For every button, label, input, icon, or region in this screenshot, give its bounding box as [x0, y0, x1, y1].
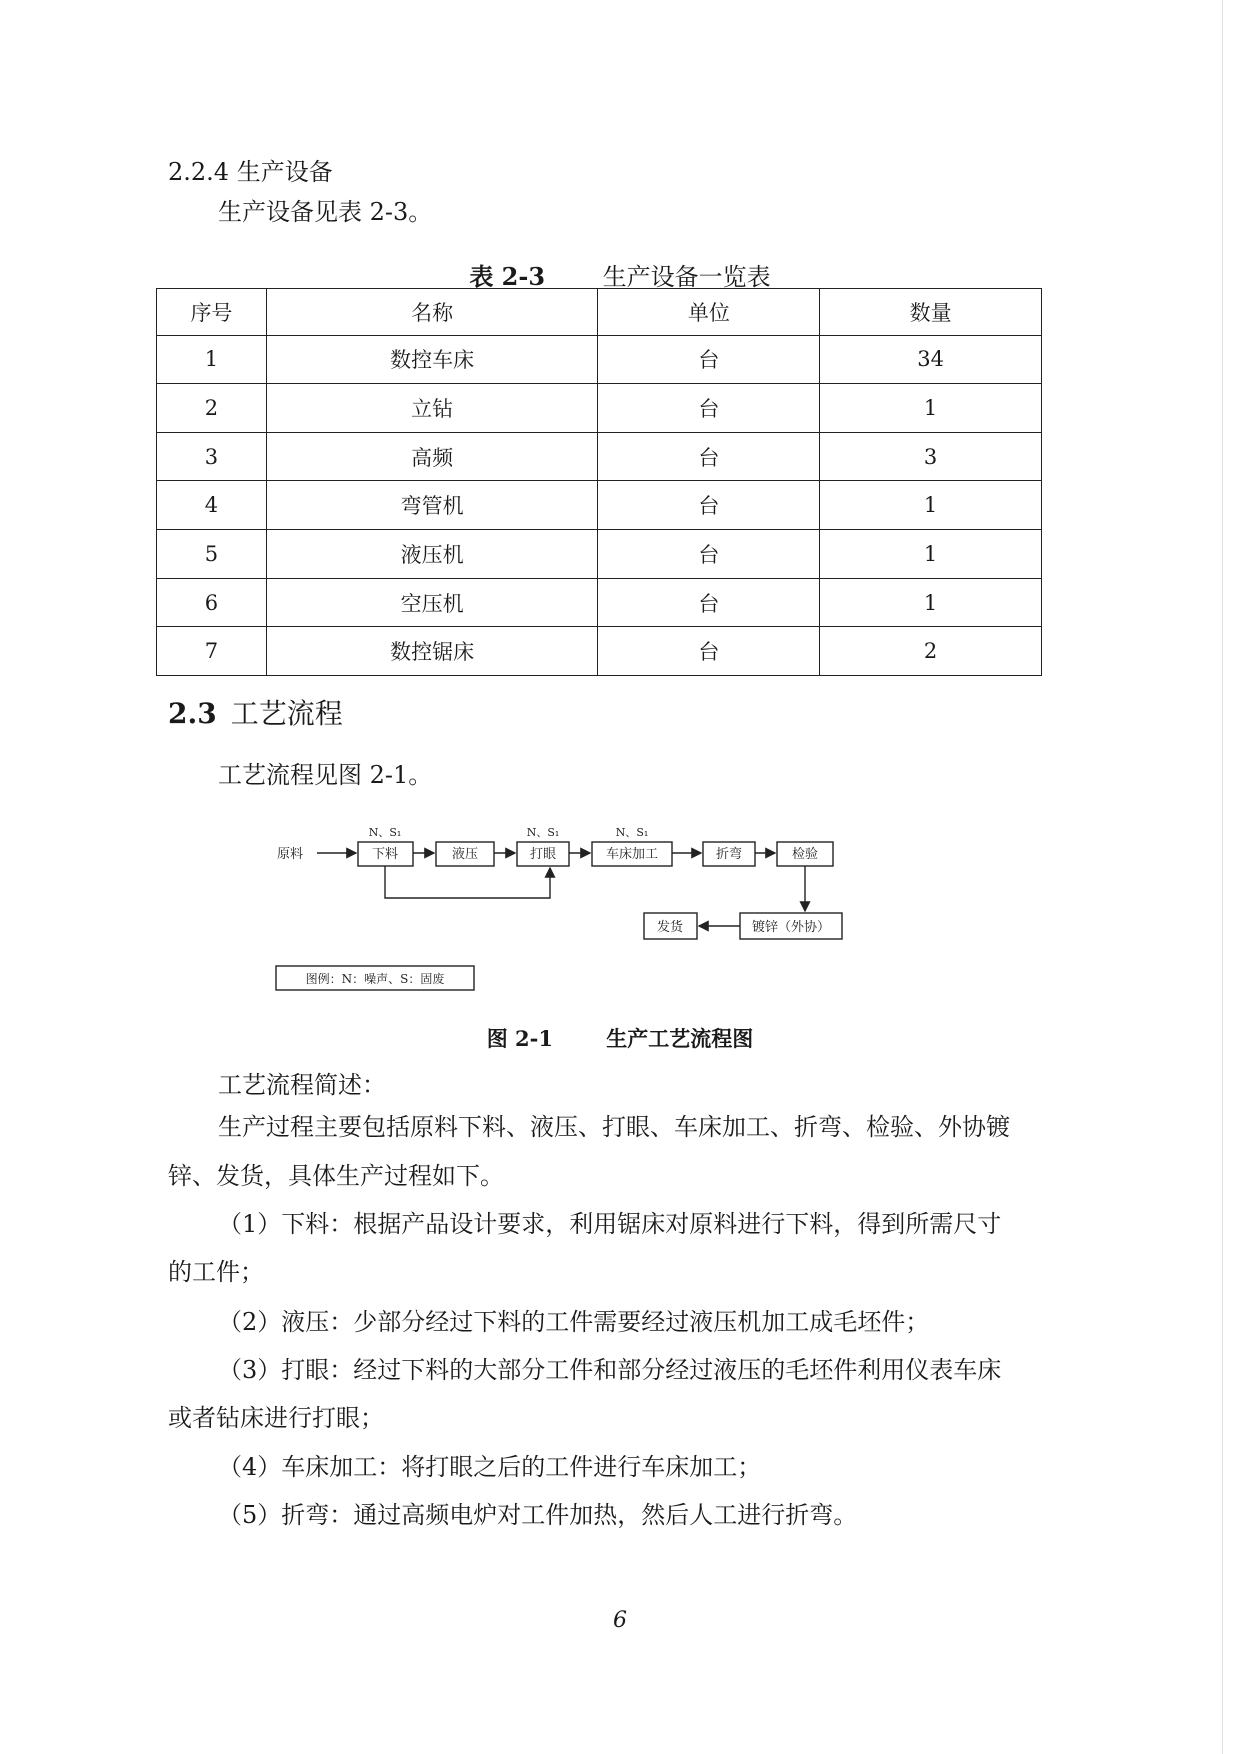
table-cell: 台 — [598, 627, 820, 676]
table-cell: 数控锯床 — [266, 627, 598, 676]
table-cell: 6 — [157, 578, 267, 627]
table-row — [157, 335, 1042, 384]
paragraph-line: 生产过程主要包括原料下料、液压、打眼、车床加工、折弯、检验、外协镀 — [218, 1113, 1010, 1141]
table-caption — [0, 257, 1240, 292]
table-cell: 台 — [598, 335, 820, 384]
step-description-press: （2）液压：少部分经过下料的工件需要经过液压机加工成毛坯件； — [218, 1308, 930, 1336]
figure-caption-title: 生产工艺流程图 — [606, 1026, 754, 1051]
raw-material-label: 原料 — [276, 847, 304, 862]
step-inspect-label: 检验 — [791, 847, 819, 862]
table-cell: 34 — [820, 335, 1042, 384]
table-cell: 台 — [598, 481, 820, 530]
table-cell: 液压机 — [266, 530, 598, 579]
step-press-label: 液压 — [451, 847, 479, 862]
section-heading-2-3 — [168, 692, 343, 732]
table-cell: 3 — [820, 432, 1042, 481]
table-cell: 2 — [820, 627, 1042, 676]
table-cell: 弯管机 — [266, 481, 598, 530]
step-description-cut-cont: 的工件； — [168, 1258, 264, 1286]
paragraph-line: 锌、发货，具体生产过程如下。 — [168, 1162, 504, 1190]
flow-intro-text: 工艺流程见图 2-1。 — [218, 761, 433, 789]
description-heading: 工艺流程简述： — [218, 1071, 386, 1099]
step-description-drill-cont: 或者钻床进行打眼； — [168, 1404, 384, 1432]
table-caption-number: 表 2-3 — [469, 262, 546, 291]
section-title: 生产设备 — [236, 158, 333, 186]
figure-caption-number: 图 2-1 — [486, 1026, 553, 1051]
table-cell: 2 — [157, 384, 267, 433]
equipment-table — [156, 288, 1042, 676]
step-lathe-label: 车床加工 — [605, 847, 659, 862]
table-cell: 7 — [157, 627, 267, 676]
table-cell: 5 — [157, 530, 267, 579]
table-row — [157, 627, 1042, 676]
process-flowchart — [270, 820, 890, 1000]
section-number: 2.2.4 — [168, 158, 230, 186]
table-cell: 立钻 — [266, 384, 598, 433]
table-cell: 1 — [820, 578, 1042, 627]
table-cell: 台 — [598, 432, 820, 481]
emission-label: N、S₁ — [368, 826, 402, 839]
emission-label: N、S₁ — [615, 826, 649, 839]
table-caption-title: 生产设备一览表 — [602, 263, 771, 291]
header-cell: 名称 — [266, 289, 598, 336]
table-row — [157, 481, 1042, 530]
table-cell: 空压机 — [266, 578, 598, 627]
step-description-bend: （5）折弯：通过高频电炉对工件加热，然后人工进行折弯。 — [218, 1501, 858, 1529]
table-cell: 1 — [820, 481, 1042, 530]
header-cell: 单位 — [598, 289, 820, 336]
page-number: 6 — [613, 1608, 627, 1633]
table-cell: 1 — [820, 530, 1042, 579]
section-title: 工艺流程 — [230, 697, 343, 730]
step-drill-label: 打眼 — [529, 847, 557, 862]
step-description-lathe: （4）车床加工：将打眼之后的工件进行车床加工； — [218, 1453, 762, 1481]
table-cell: 3 — [157, 432, 267, 481]
step-ship-label: 发货 — [656, 920, 684, 935]
table-cell: 台 — [598, 578, 820, 627]
step-cut-label: 下料 — [371, 847, 399, 862]
step-description-cut: （1）下料：根据产品设计要求，利用锯床对原料进行下料，得到所需尺寸 — [218, 1210, 1002, 1238]
header-cell: 数量 — [820, 289, 1042, 336]
emission-label: N、S₁ — [526, 826, 560, 839]
table-header-row — [157, 289, 1042, 336]
step-description-drill: （3）打眼：经过下料的大部分工件和部分经过液压的毛坯件利用仪表车床 — [218, 1356, 1002, 1384]
section-heading-2-2-4 — [168, 160, 333, 184]
legend-label: 图例：N：噪声、S：固废 — [305, 972, 445, 986]
step-galvanize-label: 镀锌（外协） — [751, 920, 831, 935]
figure-caption — [0, 1023, 1240, 1053]
table-row — [157, 432, 1042, 481]
table-cell: 1 — [820, 384, 1042, 433]
table-cell: 数控车床 — [266, 335, 598, 384]
table-cell: 台 — [598, 530, 820, 579]
intro-text: 生产设备见表 2-3。 — [218, 198, 433, 226]
section-number: 2.3 — [168, 697, 217, 730]
table-cell: 台 — [598, 384, 820, 433]
table-cell: 高频 — [266, 432, 598, 481]
table-row — [157, 384, 1042, 433]
table-row — [157, 578, 1042, 627]
header-cell: 序号 — [157, 289, 267, 336]
step-bend-label: 折弯 — [715, 847, 743, 862]
table-cell: 1 — [157, 335, 267, 384]
table-row — [157, 530, 1042, 579]
table-cell: 4 — [157, 481, 267, 530]
